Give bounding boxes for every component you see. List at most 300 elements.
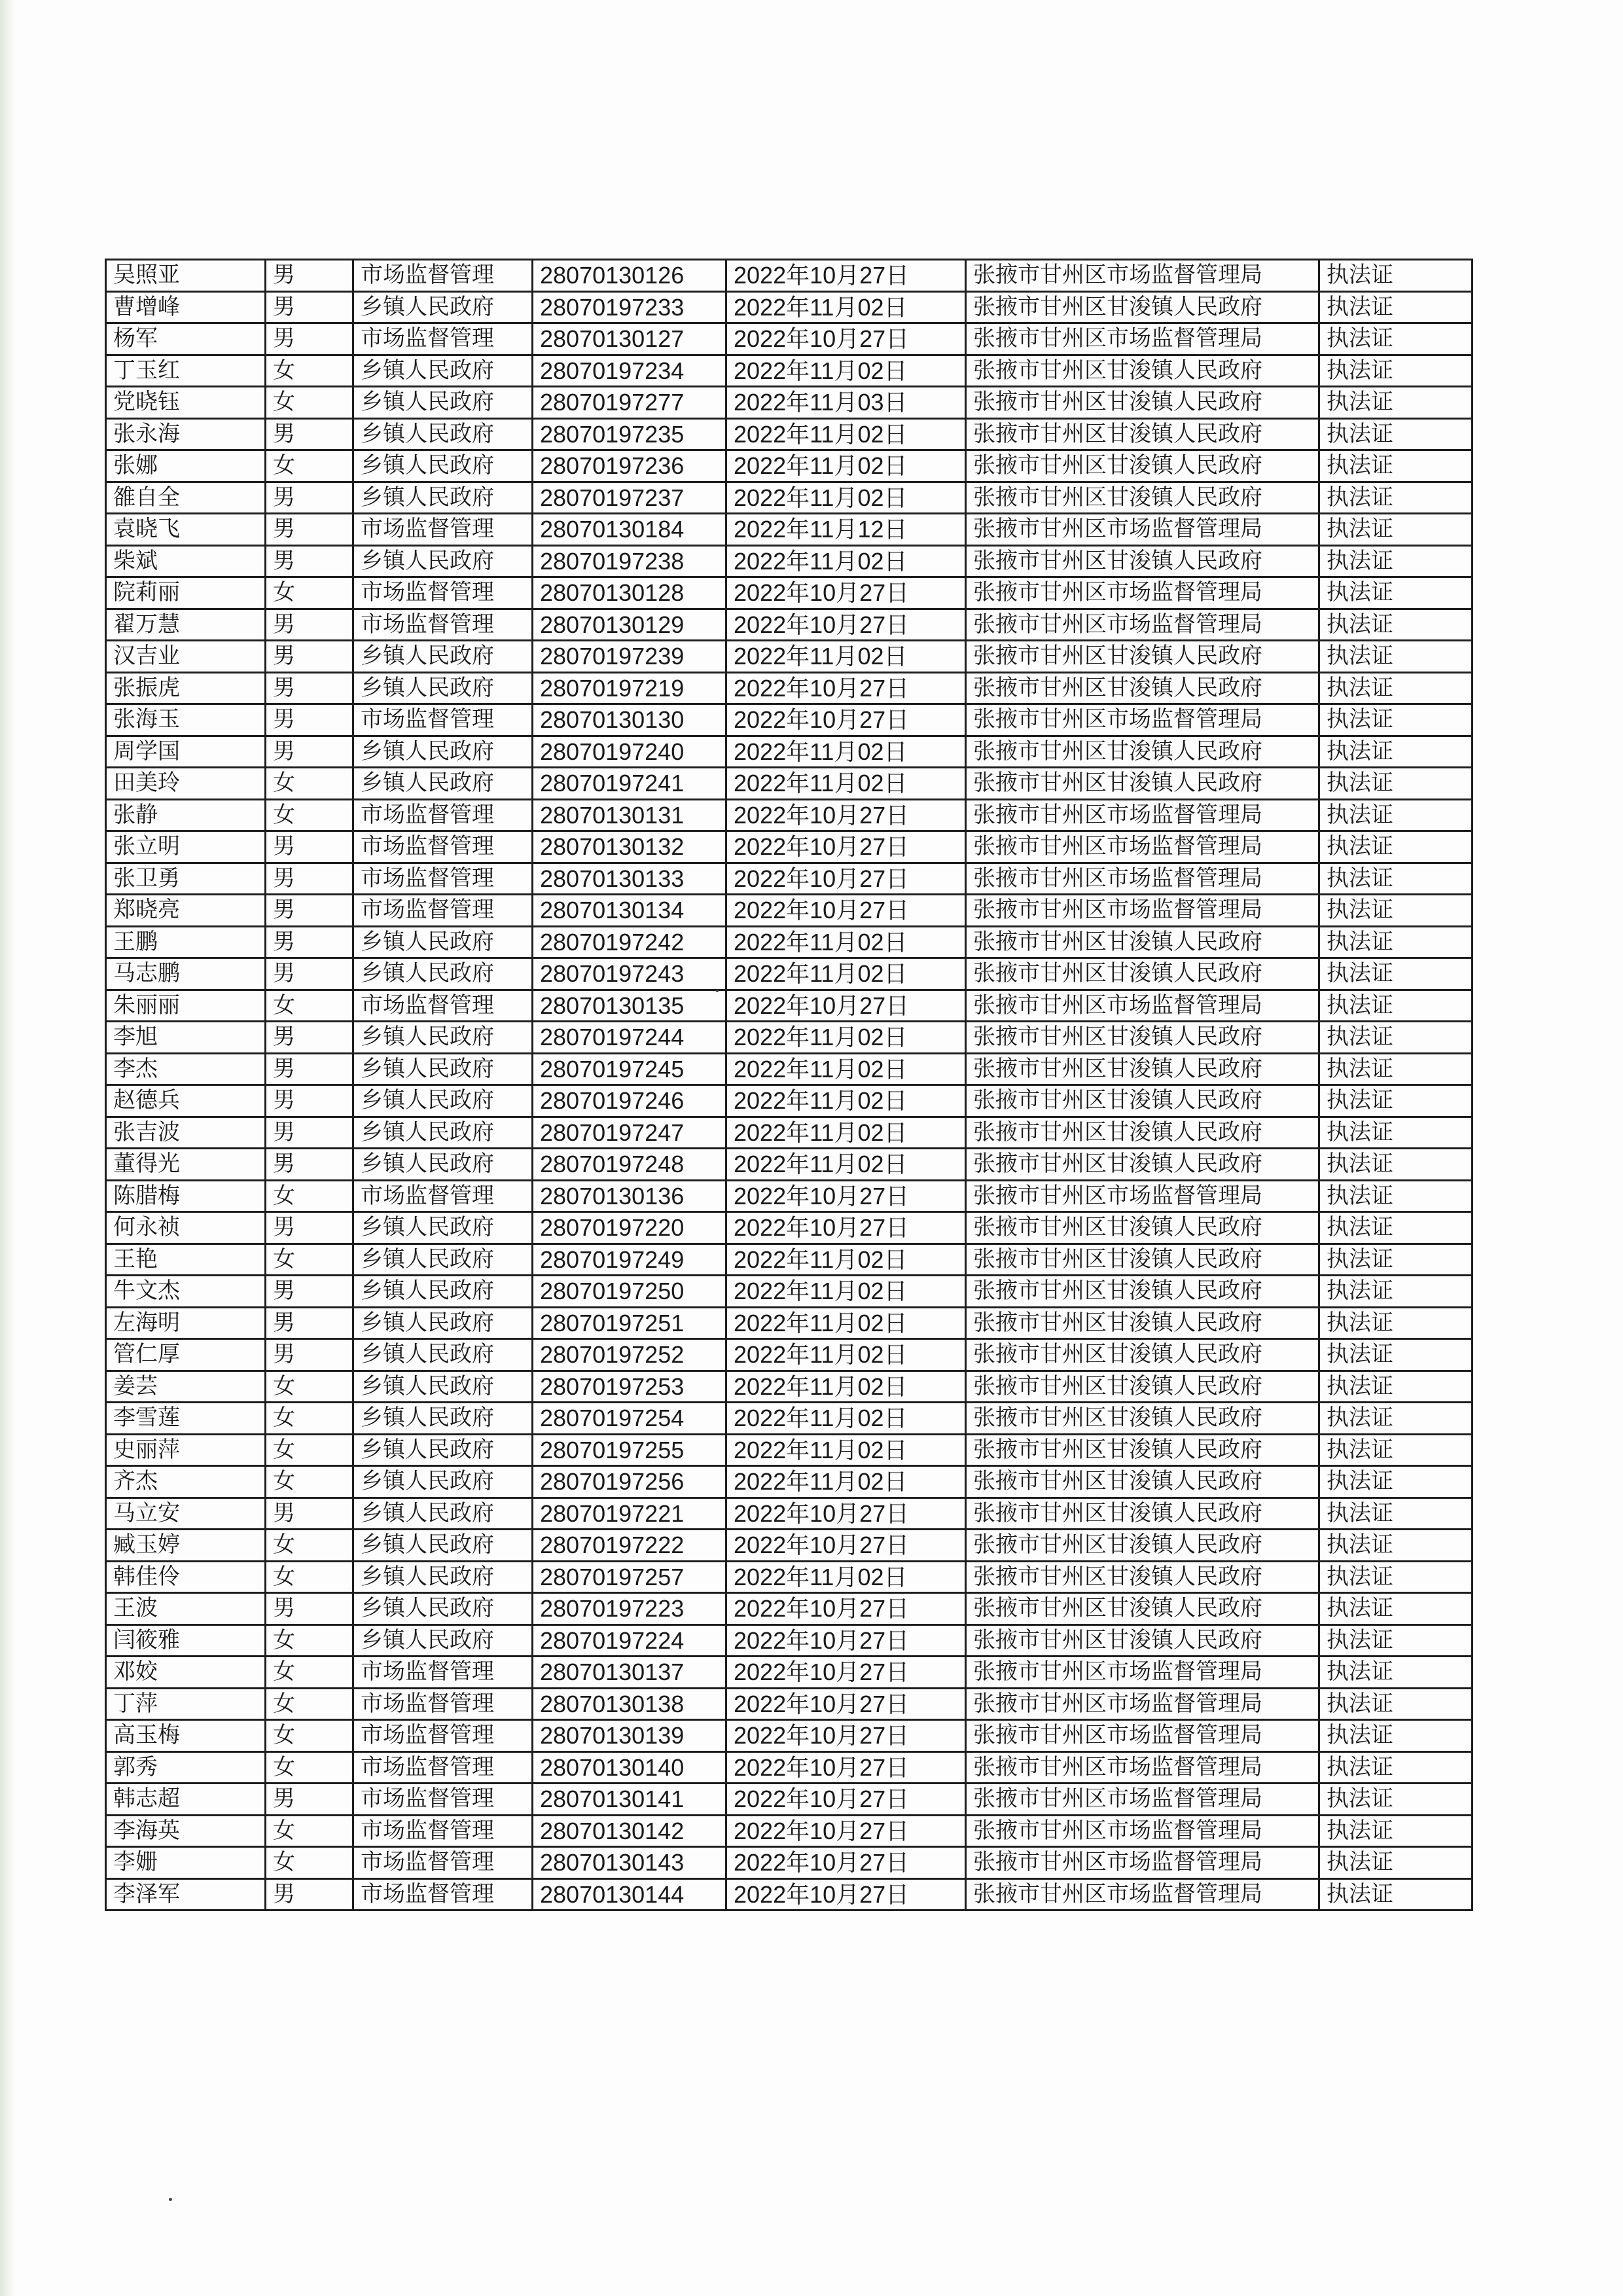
issuing-organization-cell: 张掖市甘州区甘浚镇人民政府	[966, 1403, 1319, 1435]
gender-cell: 男	[266, 736, 353, 768]
certificate-type-cell: 执法证	[1319, 514, 1472, 546]
category-cell: 市场监督管理	[353, 895, 533, 927]
issuing-organization-cell: 张掖市甘州区甘浚镇人民政府	[966, 355, 1319, 387]
certificate-type-cell: 执法证	[1319, 1085, 1472, 1117]
category-cell: 市场监督管理	[353, 577, 533, 609]
certificate-number-cell: 28070197249	[533, 1244, 726, 1276]
table-row	[106, 418, 1472, 450]
gender-cell: 男	[266, 672, 353, 704]
gender-cell: 男	[266, 958, 353, 990]
name-cell: 韩佳伶	[106, 1561, 266, 1593]
table-row	[106, 799, 1472, 831]
certificate-number-cell: 28070197245	[533, 1053, 726, 1085]
issue-date-cell: 2022年11月03日	[726, 387, 966, 419]
table-row	[106, 1784, 1472, 1816]
table-row	[106, 990, 1472, 1022]
certificate-number-cell: 28070197256	[533, 1466, 726, 1498]
issue-date-cell: 2022年10月27日	[726, 990, 966, 1022]
name-cell: 李杰	[106, 1053, 266, 1085]
issue-date-cell: 2022年11月02日	[726, 1022, 966, 1054]
name-cell: 柴斌	[106, 545, 266, 577]
table-row	[106, 1307, 1472, 1339]
name-cell: 郑晓亮	[106, 895, 266, 927]
gender-cell: 男	[266, 291, 353, 323]
gender-cell: 女	[266, 1624, 353, 1657]
category-cell: 乡镇人民政府	[353, 641, 533, 673]
issue-date-cell: 2022年10月27日	[726, 1878, 966, 1910]
issuing-organization-cell: 张掖市甘州区市场监督管理局	[966, 990, 1319, 1022]
category-cell: 乡镇人民政府	[353, 736, 533, 768]
issuing-organization-cell: 张掖市甘州区甘浚镇人民政府	[966, 1624, 1319, 1657]
category-cell: 乡镇人民政府	[353, 1498, 533, 1530]
category-cell: 乡镇人民政府	[353, 418, 533, 450]
table-row	[106, 1339, 1472, 1371]
name-cell: 齐杰	[106, 1466, 266, 1498]
category-cell: 乡镇人民政府	[353, 1593, 533, 1625]
name-cell: 张娜	[106, 450, 266, 482]
table-row	[106, 1466, 1472, 1498]
gender-cell: 男	[266, 1212, 353, 1244]
category-cell: 乡镇人民政府	[353, 1212, 533, 1244]
gender-cell: 女	[266, 799, 353, 831]
table-row	[106, 1085, 1472, 1117]
certificate-number-cell: 28070130140	[533, 1751, 726, 1784]
table-row	[106, 1053, 1472, 1085]
issuing-organization-cell: 张掖市甘州区市场监督管理局	[966, 1657, 1319, 1689]
issuing-organization-cell: 张掖市甘州区甘浚镇人民政府	[966, 1053, 1319, 1085]
certificate-type-cell: 执法证	[1319, 831, 1472, 863]
gender-cell: 男	[266, 831, 353, 863]
issuing-organization-cell: 张掖市甘州区甘浚镇人民政府	[966, 1530, 1319, 1562]
issue-date-cell: 2022年11月02日	[726, 1307, 966, 1339]
gender-cell: 男	[266, 704, 353, 736]
certificate-type-cell: 执法证	[1319, 577, 1472, 609]
name-cell: 李泽军	[106, 1878, 266, 1910]
certificate-type-cell: 执法证	[1319, 1498, 1472, 1530]
certificate-type-cell: 执法证	[1319, 799, 1472, 831]
category-cell: 市场监督管理	[353, 704, 533, 736]
issuing-organization-cell: 张掖市甘州区市场监督管理局	[966, 1688, 1319, 1720]
gender-cell: 男	[266, 1307, 353, 1339]
issuing-organization-cell: 张掖市甘州区甘浚镇人民政府	[966, 672, 1319, 704]
name-cell: 李旭	[106, 1022, 266, 1054]
certificate-type-cell: 执法证	[1319, 1307, 1472, 1339]
scan-speck	[169, 2198, 172, 2201]
issuing-organization-cell: 张掖市甘州区甘浚镇人民政府	[966, 1276, 1319, 1308]
name-cell: 田美玲	[106, 768, 266, 800]
issuing-organization-cell: 张掖市甘州区甘浚镇人民政府	[966, 1498, 1319, 1530]
name-cell: 张振虎	[106, 672, 266, 704]
table-row	[106, 514, 1472, 546]
certificate-type-cell: 执法证	[1319, 323, 1472, 355]
gender-cell: 女	[266, 1244, 353, 1276]
category-cell: 乡镇人民政府	[353, 1117, 533, 1149]
gender-cell: 男	[266, 1593, 353, 1625]
certificate-number-cell: 28070197254	[533, 1403, 726, 1435]
certificate-number-cell: 28070130130	[533, 704, 726, 736]
category-cell: 乡镇人民政府	[353, 1053, 533, 1085]
issuing-organization-cell: 张掖市甘州区甘浚镇人民政府	[966, 1593, 1319, 1625]
table-row	[106, 260, 1472, 292]
issue-date-cell: 2022年10月27日	[726, 1784, 966, 1816]
gender-cell: 男	[266, 323, 353, 355]
certificate-type-cell: 执法证	[1319, 672, 1472, 704]
name-cell: 张立明	[106, 831, 266, 863]
gender-cell: 男	[266, 482, 353, 514]
category-cell: 乡镇人民政府	[353, 1530, 533, 1562]
certificate-type-cell: 执法证	[1319, 641, 1472, 673]
certificate-number-cell: 28070197236	[533, 450, 726, 482]
name-cell: 邓姣	[106, 1657, 266, 1689]
certificate-number-cell: 28070197277	[533, 387, 726, 419]
certificate-number-cell: 28070197257	[533, 1561, 726, 1593]
certificate-number-cell: 28070197237	[533, 482, 726, 514]
certificate-number-cell: 28070197244	[533, 1022, 726, 1054]
certificate-type-cell: 执法证	[1319, 926, 1472, 958]
certificate-number-cell: 28070130132	[533, 831, 726, 863]
name-cell: 李姗	[106, 1847, 266, 1879]
name-cell: 王鹏	[106, 926, 266, 958]
issue-date-cell: 2022年11月02日	[726, 1053, 966, 1085]
table-row	[106, 1688, 1472, 1720]
gender-cell: 女	[266, 577, 353, 609]
name-cell: 管仁厚	[106, 1339, 266, 1371]
certificate-number-cell: 28070130127	[533, 323, 726, 355]
issue-date-cell: 2022年10月27日	[726, 895, 966, 927]
gender-cell: 女	[266, 1720, 353, 1752]
category-cell: 市场监督管理	[353, 1878, 533, 1910]
certificate-type-cell: 执法证	[1319, 609, 1472, 641]
issue-date-cell: 2022年10月27日	[726, 1180, 966, 1212]
name-cell: 汉吉业	[106, 641, 266, 673]
issue-date-cell: 2022年11月02日	[726, 450, 966, 482]
category-cell: 乡镇人民政府	[353, 482, 533, 514]
issue-date-cell: 2022年11月02日	[726, 1403, 966, 1435]
certificate-type-cell: 执法证	[1319, 1720, 1472, 1752]
issue-date-cell: 2022年10月27日	[726, 1530, 966, 1562]
certificate-type-cell: 执法证	[1319, 1276, 1472, 1308]
issue-date-cell: 2022年11月02日	[726, 768, 966, 800]
issuing-organization-cell: 张掖市甘州区市场监督管理局	[966, 1720, 1319, 1752]
issuing-organization-cell: 张掖市甘州区甘浚镇人民政府	[966, 1434, 1319, 1466]
certificate-number-cell: 28070130141	[533, 1784, 726, 1816]
issuing-organization-cell: 张掖市甘州区市场监督管理局	[966, 863, 1319, 895]
issuing-organization-cell: 张掖市甘州区市场监督管理局	[966, 1847, 1319, 1879]
certificate-number-cell: 28070130131	[533, 799, 726, 831]
certificate-number-cell: 28070130184	[533, 514, 726, 546]
certificate-number-cell: 28070197243	[533, 958, 726, 990]
issue-date-cell: 2022年11月02日	[726, 1117, 966, 1149]
name-cell: 马志鹏	[106, 958, 266, 990]
certificate-type-cell: 执法证	[1319, 1149, 1472, 1181]
category-cell: 市场监督管理	[353, 1180, 533, 1212]
issuing-organization-cell: 张掖市甘州区甘浚镇人民政府	[966, 958, 1319, 990]
table-row	[106, 641, 1472, 673]
issuing-organization-cell: 张掖市甘州区甘浚镇人民政府	[966, 291, 1319, 323]
table-row	[106, 1403, 1472, 1435]
issue-date-cell: 2022年11月02日	[726, 418, 966, 450]
certificate-type-cell: 执法证	[1319, 1815, 1472, 1847]
table-row	[106, 1371, 1472, 1403]
issue-date-cell: 2022年10月27日	[726, 1751, 966, 1784]
certificate-type-cell: 执法证	[1319, 1117, 1472, 1149]
issuing-organization-cell: 张掖市甘州区甘浚镇人民政府	[966, 1085, 1319, 1117]
certificate-type-cell: 执法证	[1319, 1339, 1472, 1371]
table-row	[106, 545, 1472, 577]
certificate-number-cell: 28070130142	[533, 1815, 726, 1847]
category-cell: 乡镇人民政府	[353, 768, 533, 800]
name-cell: 牛文杰	[106, 1276, 266, 1308]
gender-cell: 男	[266, 1085, 353, 1117]
certificate-number-cell: 28070197246	[533, 1085, 726, 1117]
name-cell: 高玉梅	[106, 1720, 266, 1752]
gender-cell: 男	[266, 926, 353, 958]
table-row	[106, 1751, 1472, 1784]
category-cell: 乡镇人民政府	[353, 1434, 533, 1466]
certificate-number-cell: 28070197233	[533, 291, 726, 323]
issue-date-cell: 2022年10月27日	[726, 799, 966, 831]
name-cell: 翟万慧	[106, 609, 266, 641]
table-row	[106, 736, 1472, 768]
certificate-type-cell: 执法证	[1319, 1244, 1472, 1276]
certificate-type-cell: 执法证	[1319, 1466, 1472, 1498]
table-row	[106, 863, 1472, 895]
certificate-type-cell: 执法证	[1319, 418, 1472, 450]
gender-cell: 女	[266, 1530, 353, 1562]
certificate-number-cell: 28070197252	[533, 1339, 726, 1371]
certificate-number-cell: 28070130137	[533, 1657, 726, 1689]
gender-cell: 男	[266, 641, 353, 673]
issuing-organization-cell: 张掖市甘州区甘浚镇人民政府	[966, 768, 1319, 800]
name-cell: 王波	[106, 1593, 266, 1625]
issue-date-cell: 2022年10月27日	[726, 1624, 966, 1657]
table-row	[106, 1276, 1472, 1308]
issuing-organization-cell: 张掖市甘州区市场监督管理局	[966, 514, 1319, 546]
issuing-organization-cell: 张掖市甘州区甘浚镇人民政府	[966, 1022, 1319, 1054]
issuing-organization-cell: 张掖市甘州区甘浚镇人民政府	[966, 1466, 1319, 1498]
name-cell: 李海英	[106, 1815, 266, 1847]
issue-date-cell: 2022年10月27日	[726, 609, 966, 641]
issue-date-cell: 2022年11月02日	[726, 1434, 966, 1466]
certificate-type-cell: 执法证	[1319, 387, 1472, 419]
issuing-organization-cell: 张掖市甘州区市场监督管理局	[966, 895, 1319, 927]
issue-date-cell: 2022年10月27日	[726, 1815, 966, 1847]
issue-date-cell: 2022年11月02日	[726, 1561, 966, 1593]
table-row	[106, 958, 1472, 990]
issue-date-cell: 2022年10月27日	[726, 1498, 966, 1530]
issuing-organization-cell: 张掖市甘州区市场监督管理局	[966, 609, 1319, 641]
issue-date-cell: 2022年11月02日	[726, 641, 966, 673]
issuing-organization-cell: 张掖市甘州区市场监督管理局	[966, 260, 1319, 292]
category-cell: 乡镇人民政府	[353, 355, 533, 387]
category-cell: 市场监督管理	[353, 1720, 533, 1752]
certificate-number-cell: 28070197240	[533, 736, 726, 768]
issue-date-cell: 2022年11月02日	[726, 1371, 966, 1403]
issue-date-cell: 2022年11月02日	[726, 1276, 966, 1308]
category-cell: 市场监督管理	[353, 260, 533, 292]
gender-cell: 男	[266, 1784, 353, 1816]
certificate-number-cell: 28070130133	[533, 863, 726, 895]
name-cell: 臧玉婷	[106, 1530, 266, 1562]
certificate-type-cell: 执法证	[1319, 1847, 1472, 1879]
table-row	[106, 355, 1472, 387]
category-cell: 市场监督管理	[353, 1688, 533, 1720]
certificate-type-cell: 执法证	[1319, 1530, 1472, 1562]
certificate-type-cell: 执法证	[1319, 863, 1472, 895]
issuing-organization-cell: 张掖市甘州区甘浚镇人民政府	[966, 482, 1319, 514]
certificate-type-cell: 执法证	[1319, 1371, 1472, 1403]
certificate-number-cell: 28070130144	[533, 1878, 726, 1910]
issuing-organization-cell: 张掖市甘州区市场监督管理局	[966, 1878, 1319, 1910]
category-cell: 乡镇人民政府	[353, 1624, 533, 1657]
category-cell: 乡镇人民政府	[353, 1466, 533, 1498]
issuing-organization-cell: 张掖市甘州区市场监督管理局	[966, 323, 1319, 355]
gender-cell: 男	[266, 1276, 353, 1308]
issue-date-cell: 2022年11月02日	[726, 1466, 966, 1498]
gender-cell: 女	[266, 1751, 353, 1784]
certificate-number-cell: 28070130143	[533, 1847, 726, 1879]
certificate-number-cell: 28070197250	[533, 1276, 726, 1308]
category-cell: 乡镇人民政府	[353, 1371, 533, 1403]
certificate-type-cell: 执法证	[1319, 1403, 1472, 1435]
certificate-number-cell: 28070130129	[533, 609, 726, 641]
certificate-number-cell: 28070197224	[533, 1624, 726, 1657]
certificate-type-cell: 执法证	[1319, 291, 1472, 323]
issue-date-cell: 2022年10月27日	[726, 1212, 966, 1244]
certificate-number-cell: 28070197247	[533, 1117, 726, 1149]
gender-cell: 女	[266, 768, 353, 800]
gender-cell: 男	[266, 609, 353, 641]
issuing-organization-cell: 张掖市甘州区甘浚镇人民政府	[966, 926, 1319, 958]
certificate-number-cell: 28070130138	[533, 1688, 726, 1720]
name-cell: 吴照亚	[106, 260, 266, 292]
certificate-type-cell: 执法证	[1319, 1624, 1472, 1657]
table-row	[106, 768, 1472, 800]
certificate-number-cell: 28070197221	[533, 1498, 726, 1530]
name-cell: 左海明	[106, 1307, 266, 1339]
issuing-organization-cell: 张掖市甘州区甘浚镇人民政府	[966, 1212, 1319, 1244]
table-row	[106, 1212, 1472, 1244]
category-cell: 乡镇人民政府	[353, 926, 533, 958]
gender-cell: 女	[266, 450, 353, 482]
issue-date-cell: 2022年10月27日	[726, 1720, 966, 1752]
category-cell: 市场监督管理	[353, 990, 533, 1022]
certificate-type-cell: 执法证	[1319, 1561, 1472, 1593]
certificate-type-cell: 执法证	[1319, 1593, 1472, 1625]
name-cell: 陈腊梅	[106, 1180, 266, 1212]
table-row	[106, 577, 1472, 609]
category-cell: 乡镇人民政府	[353, 1307, 533, 1339]
gender-cell: 女	[266, 1180, 353, 1212]
table-row	[106, 1149, 1472, 1181]
certificate-number-cell: 28070197239	[533, 641, 726, 673]
category-cell: 乡镇人民政府	[353, 387, 533, 419]
certificate-type-cell: 执法证	[1319, 704, 1472, 736]
scan-edge-shadow	[0, 0, 14, 2296]
certificate-type-cell: 执法证	[1319, 1212, 1472, 1244]
table-row	[106, 1498, 1472, 1530]
table-row	[106, 1117, 1472, 1149]
issuing-organization-cell: 张掖市甘州区市场监督管理局	[966, 1784, 1319, 1816]
issuing-organization-cell: 张掖市甘州区甘浚镇人民政府	[966, 450, 1319, 482]
name-cell: 袁晓飞	[106, 514, 266, 546]
name-cell: 韩志超	[106, 1784, 266, 1816]
certificate-number-cell: 28070197222	[533, 1530, 726, 1562]
issue-date-cell: 2022年11月02日	[726, 736, 966, 768]
certificate-number-cell: 28070197248	[533, 1149, 726, 1181]
category-cell: 市场监督管理	[353, 1847, 533, 1879]
issue-date-cell: 2022年11月02日	[726, 1085, 966, 1117]
certificate-number-cell: 28070197241	[533, 768, 726, 800]
gender-cell: 男	[266, 1149, 353, 1181]
category-cell: 市场监督管理	[353, 514, 533, 546]
name-cell: 郭秀	[106, 1751, 266, 1784]
certificate-type-cell: 执法证	[1319, 1434, 1472, 1466]
issue-date-cell: 2022年10月27日	[726, 1657, 966, 1689]
gender-cell: 女	[266, 1815, 353, 1847]
gender-cell: 男	[266, 863, 353, 895]
certificate-number-cell: 28070197242	[533, 926, 726, 958]
table-row	[106, 1624, 1472, 1657]
issuing-organization-cell: 张掖市甘州区市场监督管理局	[966, 1815, 1319, 1847]
gender-cell: 女	[266, 1561, 353, 1593]
category-cell: 市场监督管理	[353, 609, 533, 641]
certificate-type-cell: 执法证	[1319, 990, 1472, 1022]
gender-cell: 男	[266, 1339, 353, 1371]
table-row	[106, 831, 1472, 863]
category-cell: 市场监督管理	[353, 1815, 533, 1847]
table-row	[106, 387, 1472, 419]
name-cell: 党晓钰	[106, 387, 266, 419]
table-row	[106, 291, 1472, 323]
certificate-type-cell: 执法证	[1319, 1784, 1472, 1816]
table-row	[106, 1593, 1472, 1625]
table-row	[106, 895, 1472, 927]
category-cell: 乡镇人民政府	[353, 1022, 533, 1054]
name-cell: 闫筱雅	[106, 1624, 266, 1657]
table-row	[106, 1878, 1472, 1910]
certificate-number-cell: 28070197234	[533, 355, 726, 387]
issuing-organization-cell: 张掖市甘州区甘浚镇人民政府	[966, 545, 1319, 577]
table-row	[106, 1657, 1472, 1689]
category-cell: 市场监督管理	[353, 1784, 533, 1816]
name-cell: 张吉波	[106, 1117, 266, 1149]
category-cell: 乡镇人民政府	[353, 1561, 533, 1593]
issue-date-cell: 2022年11月02日	[726, 1339, 966, 1371]
gender-cell: 女	[266, 1847, 353, 1879]
gender-cell: 男	[266, 895, 353, 927]
certificate-type-cell: 执法证	[1319, 1053, 1472, 1085]
table-row	[106, 1180, 1472, 1212]
table-body	[106, 260, 1472, 1910]
certificate-type-cell: 执法证	[1319, 958, 1472, 990]
issuing-organization-cell: 张掖市甘州区市场监督管理局	[966, 831, 1319, 863]
name-cell: 董得光	[106, 1149, 266, 1181]
issue-date-cell: 2022年11月02日	[726, 291, 966, 323]
issuing-organization-cell: 张掖市甘州区甘浚镇人民政府	[966, 736, 1319, 768]
category-cell: 乡镇人民政府	[353, 1149, 533, 1181]
issue-date-cell: 2022年10月27日	[726, 1593, 966, 1625]
table-row	[106, 926, 1472, 958]
category-cell: 乡镇人民政府	[353, 545, 533, 577]
issuing-organization-cell: 张掖市甘州区甘浚镇人民政府	[966, 641, 1319, 673]
gender-cell: 男	[266, 1498, 353, 1530]
name-cell: 曹增峰	[106, 291, 266, 323]
gender-cell: 女	[266, 990, 353, 1022]
certificate-type-cell: 执法证	[1319, 260, 1472, 292]
table-row	[106, 704, 1472, 736]
category-cell: 乡镇人民政府	[353, 1244, 533, 1276]
